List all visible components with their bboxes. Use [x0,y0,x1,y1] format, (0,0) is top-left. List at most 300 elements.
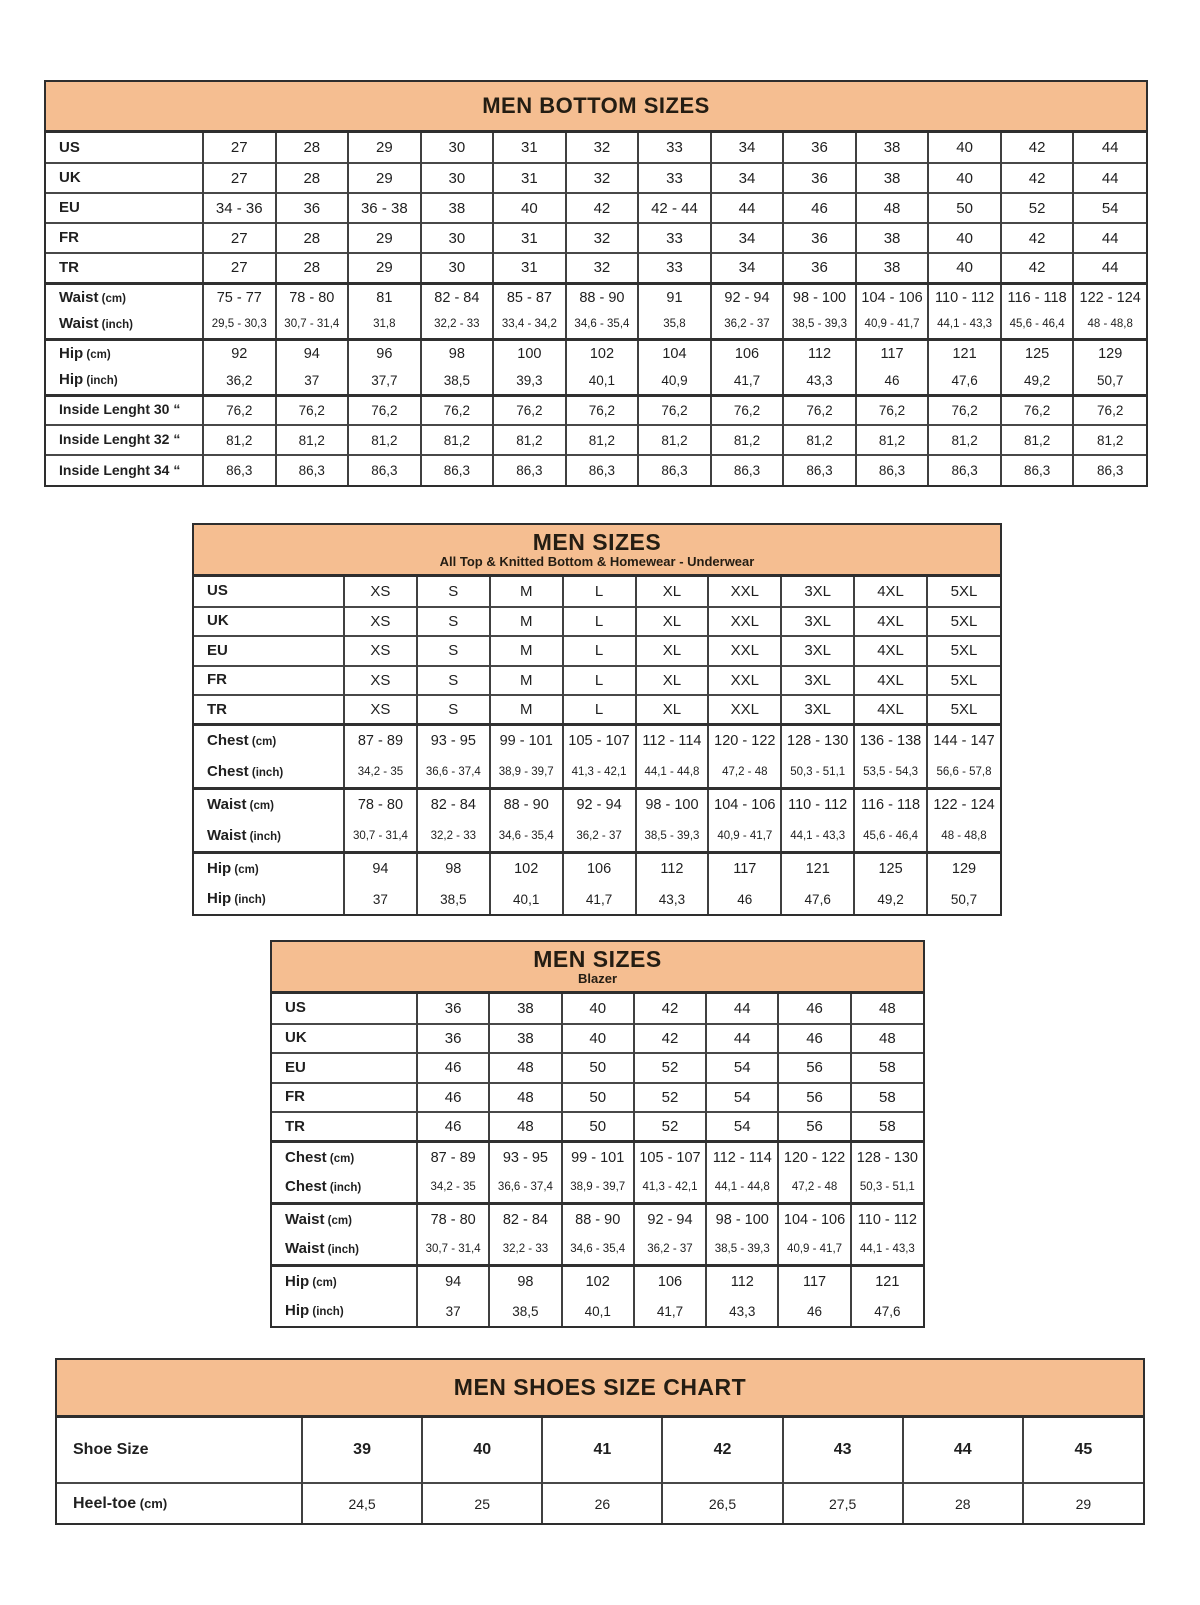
table-cell: 43,3 [783,367,856,395]
row-label: US [59,138,80,156]
row-label: Waist (inch) [207,826,281,844]
table-cell: 32,2 - 33 [417,821,490,853]
table-cell: 81,2 [638,425,711,455]
table-cell: 50 [562,1083,634,1113]
table-cell: XL [636,666,709,696]
table-cell: 81,2 [928,425,1001,455]
table-cell: 4XL [854,577,927,607]
table-cell: 3XL [781,607,854,637]
table-cell: 129 [927,853,1000,885]
row-label: TR [46,253,203,283]
table-cell: 116 - 118 [854,789,927,821]
table-cell: 30 [421,133,494,163]
table-cell: 105 - 107 [563,725,636,757]
table-cell: L [563,607,636,637]
table-row [46,283,1146,311]
table-cell: 40 [928,223,1001,253]
table-cell: 33 [638,253,711,283]
table-cell: 110 - 112 [928,283,1001,311]
table-cell: 116 - 118 [1001,283,1074,311]
table-cell: 86,3 [856,455,929,485]
table-cell: 41 [542,1418,662,1483]
table-cell: 88 - 90 [566,283,639,311]
table-cell: 86,3 [348,455,421,485]
table-cell: 49,2 [854,885,927,914]
table-cell: 50,7 [1073,367,1146,395]
table-cell: 76,2 [276,395,349,425]
table-cell: 36,2 - 37 [711,311,784,339]
table-cell: 38 [489,1024,561,1054]
table-row [57,1483,1143,1523]
table-cell: 98 [489,1266,561,1297]
table-row [272,1053,923,1083]
table-cell: M [490,695,563,725]
table-cell: 29 [1023,1483,1143,1523]
table-cell: 82 - 84 [421,283,494,311]
table-cell: 78 - 80 [344,789,417,821]
table-cell: 48 [856,193,929,223]
table-cell: 45 [1023,1418,1143,1483]
table-cell: 54 [1073,193,1146,223]
table-row [46,455,1146,485]
table-cell: 81,2 [348,425,421,455]
table-cell: 76,2 [493,395,566,425]
table-row [46,223,1146,253]
table-cell: 49,2 [1001,367,1074,395]
table-cell: 32 [566,163,639,193]
table-cell: 110 - 112 [851,1204,923,1235]
table-cell: 34 - 36 [203,193,276,223]
table-cell: 44 [1073,223,1146,253]
table-cell: 41,7 [563,885,636,914]
table-cell: 48 [489,1083,561,1113]
men-sizes-top-table [192,523,1002,916]
table-cell: 41,3 - 42,1 [634,1173,706,1204]
table-subtitle: All Top & Knitted Bottom & Homewear - Underwear [439,553,755,569]
table-cell: M [490,607,563,637]
table-row [46,193,1146,223]
table-row [194,757,1000,789]
table-cell: 91 [638,283,711,311]
table-cell: XS [344,636,417,666]
table-cell: 30 [421,163,494,193]
men-shoes-grid [57,1418,1143,1523]
table-cell: 50,7 [927,885,1000,914]
table-cell: 121 [851,1266,923,1297]
table-cell: 56 [778,1053,850,1083]
row-label: UK [272,1024,417,1054]
table-row [46,311,1146,339]
table-cell: 46 [417,1112,489,1142]
table-cell: 30,7 - 31,4 [276,311,349,339]
table-cell: 98 - 100 [783,283,856,311]
table-cell: 102 [562,1266,634,1297]
table-cell: 30,7 - 31,4 [344,821,417,853]
table-cell: 46 [417,1083,489,1113]
table-cell: 128 - 130 [851,1142,923,1173]
table-cell: 29,5 - 30,3 [203,311,276,339]
table-cell: 34 [711,253,784,283]
table-cell: 44 [1073,253,1146,283]
men-sizes-blazer-table [270,940,925,1328]
table-cell: 100 [493,339,566,367]
table-cell: 102 [490,853,563,885]
table-cell: 86,3 [711,455,784,485]
table-row [272,1112,923,1142]
table-cell: 40 [562,1024,634,1054]
men-bottom-sizes-table [44,80,1148,487]
table-cell: 47,6 [928,367,1001,395]
table-cell: 86,3 [928,455,1001,485]
table-cell: 112 [636,853,709,885]
table-cell: 33 [638,163,711,193]
table-cell: 81,2 [1073,425,1146,455]
table-cell: 44,1 - 43,3 [781,821,854,853]
table-cell: 32,2 - 33 [421,311,494,339]
table-cell: 50,3 - 51,1 [781,757,854,789]
table-cell: 33 [638,223,711,253]
table-cell: 104 - 106 [708,789,781,821]
table-cell: M [490,636,563,666]
men-shoes-header [57,1360,1143,1418]
row-label: Chest (inch) [207,762,284,780]
table-cell: 28 [276,133,349,163]
table-cell: 5XL [927,666,1000,696]
table-cell: 87 - 89 [417,1142,489,1173]
table-cell: 46 [778,994,850,1024]
table-cell: 37 [276,367,349,395]
table-cell: 30,7 - 31,4 [417,1235,489,1266]
table-cell: 28 [276,163,349,193]
table-cell: 30 [421,223,494,253]
men-shoes-table [55,1358,1145,1525]
table-cell: 58 [851,1083,923,1113]
row-label: Hip (cm) [46,339,203,367]
table-cell: 93 - 95 [417,725,490,757]
table-cell: 76,2 [928,395,1001,425]
table-cell: XS [344,607,417,637]
table-cell: 85 - 87 [493,283,566,311]
table-cell: 47,6 [851,1297,923,1326]
table-cell: 36 [417,1024,489,1054]
table-cell: 112 - 114 [706,1142,778,1173]
table-cell: S [417,577,490,607]
table-cell: 122 - 124 [1073,283,1146,311]
table-cell: S [417,695,490,725]
table-cell: L [563,636,636,666]
table-cell: 78 - 80 [276,283,349,311]
table-cell: 44,1 - 43,3 [851,1235,923,1266]
table-cell: 42 [634,994,706,1024]
table-cell: 5XL [927,695,1000,725]
table-cell: 86,3 [566,455,639,485]
table-cell: 29 [348,223,421,253]
table-cell: 31 [493,253,566,283]
table-cell: 32 [566,253,639,283]
table-cell: 81,2 [493,425,566,455]
table-cell: 110 - 112 [781,789,854,821]
table-cell: M [490,577,563,607]
table-cell: 86,3 [276,455,349,485]
table-cell: 50 [562,1112,634,1142]
table-cell: 86,3 [203,455,276,485]
table-cell: 36 - 38 [348,193,421,223]
table-cell: 106 [711,339,784,367]
table-cell: 40 [562,994,634,1024]
table-cell: 42 [1001,223,1074,253]
table-cell: L [563,666,636,696]
table-cell: 29 [348,253,421,283]
table-cell: 3XL [781,666,854,696]
table-cell: 50 [562,1053,634,1083]
table-cell: 56 [778,1083,850,1113]
table-cell: 117 [708,853,781,885]
table-cell: 28 [276,223,349,253]
table-cell: 36 [417,994,489,1024]
table-cell: 5XL [927,577,1000,607]
table-cell: 112 [783,339,856,367]
table-cell: 37,7 [348,367,421,395]
table-cell: 46 [417,1053,489,1083]
table-row [46,133,1146,163]
table-cell: 86,3 [493,455,566,485]
table-cell: 92 - 94 [634,1204,706,1235]
table-cell: 48 [489,1053,561,1083]
table-row [46,395,1146,425]
row-label: TR [194,695,344,725]
table-cell: 47,2 - 48 [708,757,781,789]
table-row [46,339,1146,367]
table-cell: 54 [706,1083,778,1113]
table-cell: 36,6 - 37,4 [417,757,490,789]
table-cell: 120 - 122 [708,725,781,757]
table-cell: 76,2 [566,395,639,425]
table-row [57,1418,1143,1483]
table-cell: 38,9 - 39,7 [562,1173,634,1204]
table-cell: 104 [638,339,711,367]
table-cell: 44 [1073,163,1146,193]
table-row [272,1204,923,1235]
table-cell: 44 [903,1418,1023,1483]
table-cell: L [563,695,636,725]
table-cell: XS [344,695,417,725]
table-cell: 44 [1073,133,1146,163]
row-label: Chest (cm) [272,1142,417,1173]
table-cell: 34,2 - 35 [417,1173,489,1204]
table-cell: 36 [783,163,856,193]
table-cell: XS [344,666,417,696]
table-cell: 3XL [781,636,854,666]
table-cell: 38,5 [421,367,494,395]
table-cell: 37 [417,1297,489,1326]
table-cell: S [417,636,490,666]
table-cell: 75 - 77 [203,283,276,311]
table-row [46,163,1146,193]
table-cell: 86,3 [421,455,494,485]
table-cell: 52 [634,1083,706,1113]
table-cell: 44,1 - 44,8 [636,757,709,789]
table-cell: 78 - 80 [417,1204,489,1235]
table-cell: 98 [417,853,490,885]
table-cell: 42 - 44 [638,193,711,223]
table-cell: 47,2 - 48 [778,1173,850,1204]
table-cell: 31 [493,163,566,193]
table-cell: 33 [638,133,711,163]
table-cell: 40,1 [490,885,563,914]
table-cell: 81,2 [276,425,349,455]
table-row [272,1173,923,1204]
table-cell: 82 - 84 [417,789,490,821]
table-cell: S [417,666,490,696]
table-cell: 38 [856,253,929,283]
table-cell: 81,2 [856,425,929,455]
table-cell: 48 [851,994,923,1024]
table-row [194,695,1000,725]
table-cell: 76,2 [421,395,494,425]
table-cell: 27 [203,253,276,283]
table-cell: 81,2 [421,425,494,455]
table-cell: XXL [708,607,781,637]
table-cell: 34,6 - 35,4 [562,1235,634,1266]
table-cell: 31 [493,133,566,163]
table-cell: 28 [276,253,349,283]
row-label: Waist (cm) [272,1204,417,1235]
table-cell: 42 [634,1024,706,1054]
table-cell: 121 [928,339,1001,367]
table-cell: 53,5 - 54,3 [854,757,927,789]
table-title: MEN SIZES [533,945,662,972]
table-cell: 38,9 - 39,7 [490,757,563,789]
table-cell: 40 [928,133,1001,163]
table-cell: 42 [1001,253,1074,283]
table-cell: 42 [662,1418,782,1483]
table-cell: 35,8 [638,311,711,339]
table-cell: 125 [1001,339,1074,367]
table-cell: 36 [783,253,856,283]
table-cell: 129 [1073,339,1146,367]
table-cell: 26,5 [662,1483,782,1523]
table-cell: 38,5 - 39,3 [706,1235,778,1266]
table-cell: 3XL [781,577,854,607]
row-label: Waist (inch) [285,1240,359,1258]
table-cell: 58 [851,1112,923,1142]
table-cell: 27 [203,163,276,193]
table-cell: 98 [421,339,494,367]
table-cell: 43,3 [636,885,709,914]
table-cell: 42 [566,193,639,223]
table-cell: 38 [856,133,929,163]
row-label: Inside Lenght 34 “ [46,455,203,485]
table-cell: 41,7 [634,1297,706,1326]
table-cell: 120 - 122 [778,1142,850,1173]
table-cell: XS [344,577,417,607]
table-row [194,577,1000,607]
table-cell: 46 [778,1024,850,1054]
table-cell: 36 [783,133,856,163]
table-row [46,367,1146,395]
table-cell: 36,2 - 37 [563,821,636,853]
table-cell: 56 [778,1112,850,1142]
row-label: Hip (inch) [207,890,266,907]
table-cell: 31,8 [348,311,421,339]
table-cell: 40,9 [638,367,711,395]
table-cell: XL [636,695,709,725]
table-cell: 50 [928,193,1001,223]
table-title: MEN BOTTOM SIZES [482,93,710,119]
table-cell: 40,9 - 41,7 [856,311,929,339]
row-label: Chest (cm) [194,725,344,757]
table-row [272,1235,923,1266]
table-cell: 43,3 [706,1297,778,1326]
row-label: Shoe Size [73,1441,149,1458]
table-cell: 40,9 - 41,7 [708,821,781,853]
table-row [272,994,923,1024]
table-cell: 86,3 [783,455,856,485]
table-cell: 45,6 - 46,4 [854,821,927,853]
table-cell: 50,3 - 51,1 [851,1173,923,1204]
table-cell: 81,2 [203,425,276,455]
table-row [46,253,1146,283]
table-cell: 34,6 - 35,4 [490,821,563,853]
table-cell: 40,1 [562,1297,634,1326]
men-bottom-sizes-header [46,82,1146,133]
table-cell: M [490,666,563,696]
table-cell: 76,2 [1073,395,1146,425]
table-cell: 82 - 84 [489,1204,561,1235]
table-row [194,636,1000,666]
row-label: Hip (inch) [59,371,118,389]
table-row [272,1024,923,1054]
table-cell: 41,7 [711,367,784,395]
table-cell: 48 - 48,8 [1073,311,1146,339]
table-cell: 41,3 - 42,1 [563,757,636,789]
table-cell: 112 - 114 [636,725,709,757]
table-cell: 38,5 [489,1297,561,1326]
table-cell: 24,5 [302,1483,422,1523]
table-row [272,1297,923,1326]
table-cell: 27 [203,133,276,163]
table-cell: 99 - 101 [562,1142,634,1173]
table-cell: 76,2 [856,395,929,425]
row-label: Waist (inch) [59,315,133,333]
table-cell: 44,1 - 44,8 [706,1173,778,1204]
table-cell: 42 [1001,163,1074,193]
table-cell: 46 [778,1297,850,1326]
table-cell: 36,6 - 37,4 [489,1173,561,1204]
table-cell: 104 - 106 [856,283,929,311]
table-cell: L [563,577,636,607]
table-cell: 86,3 [638,455,711,485]
table-cell: 4XL [854,607,927,637]
table-cell: 46 [708,885,781,914]
table-cell: 54 [706,1053,778,1083]
row-label: EU [46,193,203,223]
table-cell: XXL [708,636,781,666]
table-cell: 99 - 101 [490,725,563,757]
row-label: FR [46,223,203,253]
table-cell: 81,2 [566,425,639,455]
table-row [194,853,1000,885]
table-cell: 29 [348,163,421,193]
table-cell: XXL [708,577,781,607]
table-cell: 48 [489,1112,561,1142]
row-label: Hip (cm) [194,853,344,885]
table-cell: 92 - 94 [563,789,636,821]
row-label: US [285,999,306,1017]
table-cell: 34,2 - 35 [344,757,417,789]
table-cell: 106 [634,1266,706,1297]
men-sizes-top-grid [194,577,1000,914]
